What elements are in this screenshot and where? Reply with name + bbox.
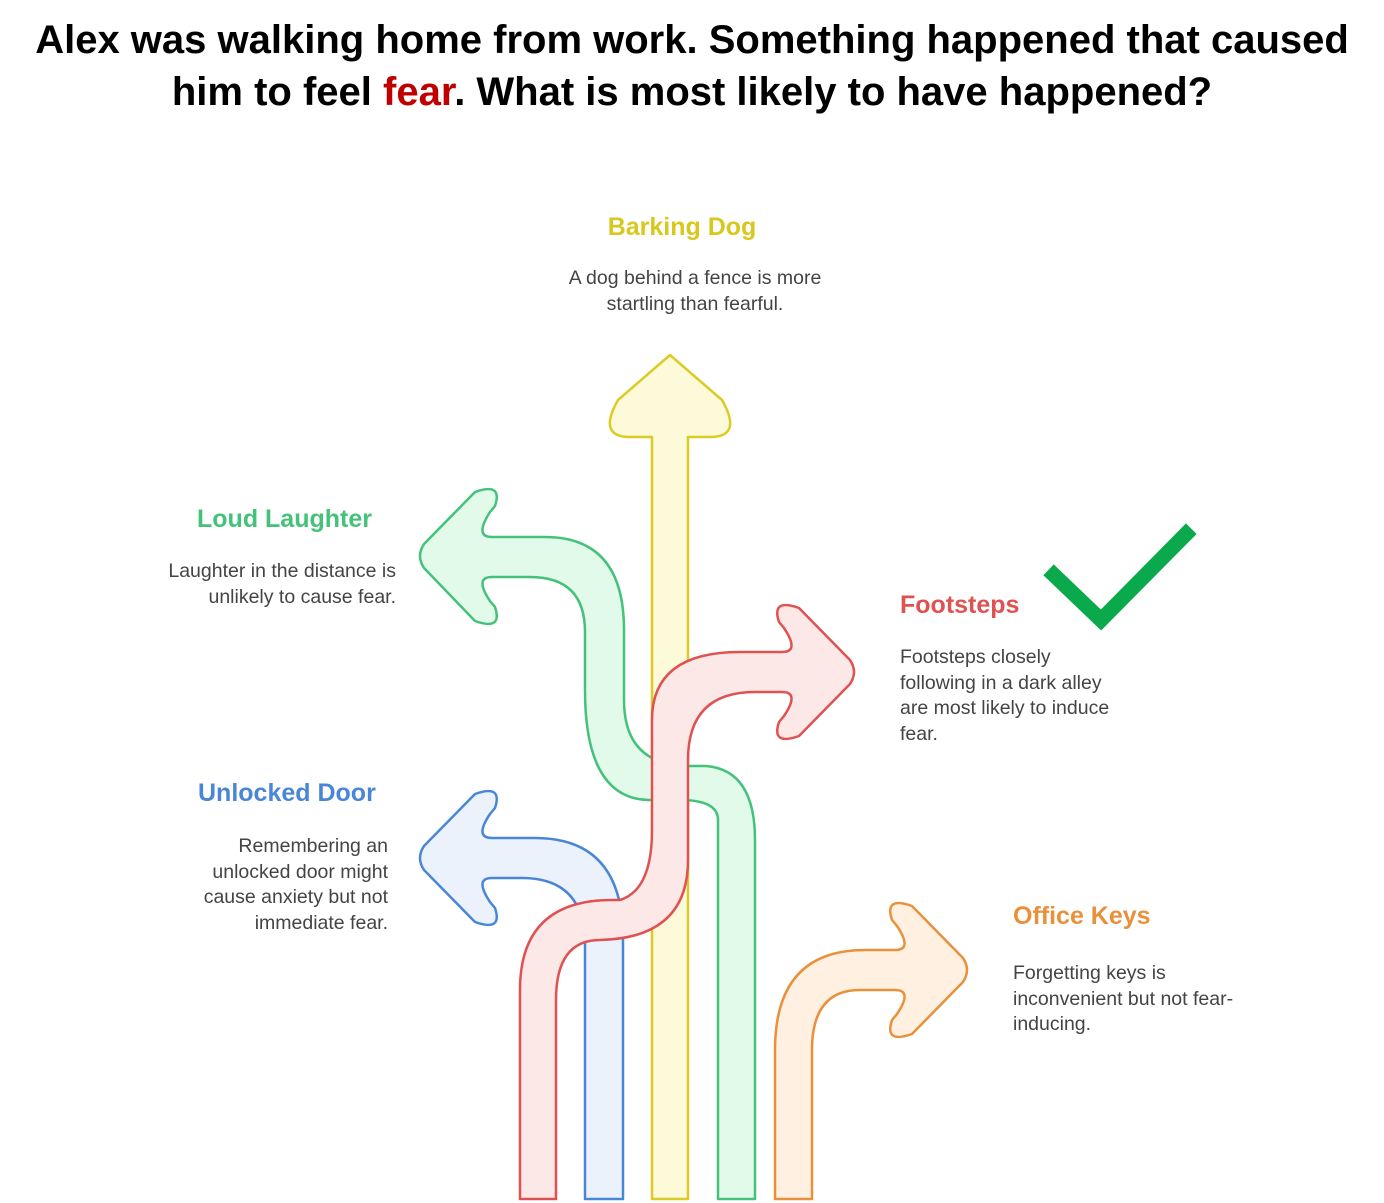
loud-laughter-desc-line: unlikely to cause fear. — [208, 585, 396, 608]
checkmark-icon — [1054, 534, 1186, 620]
footsteps-description — [900, 645, 1160, 747]
barking-dog-desc-line: startling than fearful. — [606, 292, 784, 315]
unlocked-door-desc-line: cause anxiety but not — [203, 886, 388, 908]
unlocked-door-desc-line: immediate fear. — [254, 911, 388, 934]
unlocked-door-desc-line: Remembering an — [238, 835, 388, 857]
footsteps-desc-line: fear. — [900, 722, 938, 745]
footsteps-desc-line: following in a dark alley — [900, 671, 1102, 694]
office-keys-desc-line: inconvenient but not fear- — [1013, 987, 1234, 1010]
office-keys-arrow — [775, 903, 967, 1199]
loud-laughter-description — [96, 559, 396, 610]
question-line-2-end: . What is most likely to have happened? — [454, 70, 1213, 114]
unlocked-door-desc-line: unlocked door might — [212, 860, 388, 883]
barking-dog-description — [520, 266, 870, 317]
footsteps-desc-line: Footsteps closely — [900, 646, 1051, 668]
footsteps-desc-line: are most likely to induce — [900, 697, 1110, 719]
barking-dog-title: Barking Dog — [607, 213, 757, 241]
barking-dog-desc-line: A dog behind a fence is more — [568, 267, 822, 289]
question-line-1: Alex was walking home from work. Something happened that caused — [35, 18, 1349, 62]
loud-laughter-title: Loud Laughter — [197, 505, 372, 533]
office-keys-desc-line: inducing. — [1013, 1013, 1092, 1035]
unlocked-door-title: Unlocked Door — [198, 779, 376, 807]
office-keys-description — [1013, 961, 1303, 1038]
office-keys-desc-line: Forgetting keys is — [1013, 962, 1166, 984]
loud-laughter-desc-line: Laughter in the distance is — [168, 560, 396, 582]
question-line-2-start: him to feel — [171, 70, 384, 114]
question-keyword: fear — [383, 70, 455, 114]
footsteps-title: Footsteps — [900, 591, 1020, 619]
unlocked-door-description — [138, 834, 388, 936]
office-keys-title: Office Keys — [1013, 902, 1151, 930]
